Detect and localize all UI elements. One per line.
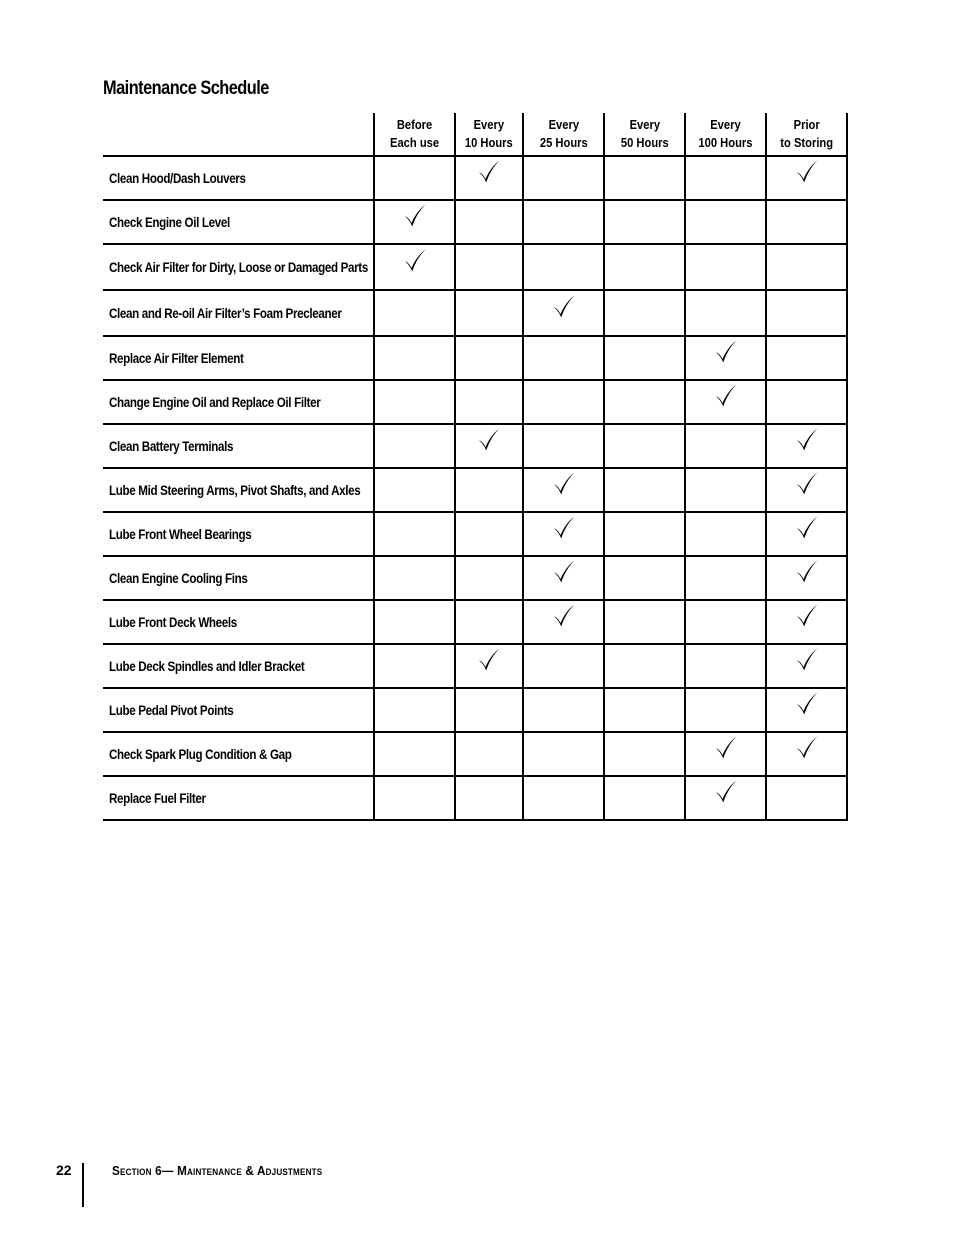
column-header-every-50-hours: Every 50 Hours bbox=[604, 113, 685, 156]
task-cell bbox=[103, 688, 374, 732]
schedule-cell bbox=[766, 156, 847, 200]
checkmark-icon bbox=[551, 471, 577, 497]
task-cell bbox=[103, 468, 374, 512]
schedule-cell bbox=[374, 336, 455, 380]
task-cell bbox=[103, 290, 374, 336]
table-row bbox=[103, 424, 847, 468]
schedule-cell bbox=[523, 244, 604, 290]
schedule-cell bbox=[685, 468, 766, 512]
schedule-cell bbox=[374, 776, 455, 820]
task-label: Lube Deck Spindles and Idler Bracket bbox=[109, 658, 305, 674]
schedule-cell bbox=[523, 556, 604, 600]
column-header-every-25-hours: Every 25 Hours bbox=[523, 113, 604, 156]
table-row bbox=[103, 512, 847, 556]
schedule-body bbox=[103, 156, 847, 820]
schedule-cell bbox=[523, 156, 604, 200]
schedule-cell bbox=[374, 290, 455, 336]
schedule-cell bbox=[604, 380, 685, 424]
schedule-cell bbox=[455, 732, 523, 776]
schedule-cell bbox=[374, 600, 455, 644]
table-row bbox=[103, 600, 847, 644]
schedule-cell bbox=[766, 468, 847, 512]
column-header-prior-to-storing: Prior to Storing bbox=[766, 113, 847, 156]
checkmark-icon bbox=[476, 159, 502, 185]
schedule-cell bbox=[523, 776, 604, 820]
checkmark-icon bbox=[794, 471, 820, 497]
schedule-cell bbox=[455, 468, 523, 512]
schedule-cell bbox=[523, 380, 604, 424]
checkmark-icon bbox=[794, 691, 820, 717]
schedule-cell bbox=[455, 644, 523, 688]
schedule-cell bbox=[766, 290, 847, 336]
task-label: Lube Front Wheel Bearings bbox=[109, 526, 252, 542]
column-header-every-100-hours: Every 100 Hours bbox=[685, 113, 766, 156]
schedule-cell bbox=[766, 244, 847, 290]
schedule-cell bbox=[455, 600, 523, 644]
schedule-cell bbox=[685, 424, 766, 468]
schedule-cell bbox=[685, 200, 766, 244]
checkmark-icon bbox=[551, 559, 577, 585]
schedule-cell bbox=[523, 688, 604, 732]
schedule-cell bbox=[604, 512, 685, 556]
schedule-cell bbox=[523, 732, 604, 776]
schedule-cell bbox=[604, 644, 685, 688]
checkmark-icon bbox=[794, 515, 820, 541]
schedule-cell bbox=[685, 156, 766, 200]
task-cell bbox=[103, 244, 374, 290]
checkmark-icon bbox=[476, 427, 502, 453]
schedule-cell bbox=[455, 156, 523, 200]
schedule-cell bbox=[766, 512, 847, 556]
schedule-cell bbox=[455, 424, 523, 468]
checkmark-icon bbox=[476, 647, 502, 673]
checkmark-icon bbox=[794, 559, 820, 585]
schedule-cell bbox=[374, 380, 455, 424]
schedule-cell bbox=[685, 290, 766, 336]
header-row bbox=[103, 113, 847, 156]
schedule-cell bbox=[523, 600, 604, 644]
table-row bbox=[103, 336, 847, 380]
task-label: Clean Engine Cooling Fins bbox=[109, 570, 248, 586]
schedule-cell bbox=[523, 512, 604, 556]
table-row bbox=[103, 244, 847, 290]
checkmark-icon bbox=[402, 248, 428, 274]
schedule-cell bbox=[374, 200, 455, 244]
schedule-cell bbox=[604, 290, 685, 336]
table-row bbox=[103, 156, 847, 200]
checkmark-icon bbox=[794, 603, 820, 629]
task-cell bbox=[103, 556, 374, 600]
task-label: Replace Air Filter Element bbox=[109, 350, 244, 366]
schedule-cell bbox=[374, 688, 455, 732]
schedule-cell bbox=[374, 244, 455, 290]
schedule-cell bbox=[604, 244, 685, 290]
checkmark-icon bbox=[794, 427, 820, 453]
column-header-every-10-hours: Every 10 Hours bbox=[455, 113, 523, 156]
schedule-cell bbox=[604, 556, 685, 600]
footer-divider bbox=[82, 1163, 84, 1207]
schedule-cell bbox=[374, 424, 455, 468]
table-row bbox=[103, 468, 847, 512]
schedule-cell bbox=[455, 244, 523, 290]
task-label: Check Engine Oil Level bbox=[109, 214, 230, 230]
schedule-cell bbox=[685, 644, 766, 688]
column-header-before-each-use: Before Each use bbox=[374, 113, 455, 156]
table-row bbox=[103, 732, 847, 776]
schedule-cell bbox=[604, 424, 685, 468]
task-label: Replace Fuel Filter bbox=[109, 790, 206, 806]
task-label: Clean and Re-oil Air Filter’s Foam Precleaner bbox=[109, 305, 342, 321]
schedule-cell bbox=[766, 644, 847, 688]
task-cell bbox=[103, 600, 374, 644]
task-label: Check Air Filter for Dirty, Loose or Damaged Parts bbox=[109, 259, 368, 275]
schedule-cell bbox=[766, 776, 847, 820]
schedule-cell bbox=[374, 732, 455, 776]
schedule-cell bbox=[523, 424, 604, 468]
header-corner bbox=[103, 113, 374, 156]
checkmark-icon bbox=[551, 515, 577, 541]
schedule-cell bbox=[604, 688, 685, 732]
page-number: 22 bbox=[56, 1162, 72, 1178]
schedule-cell bbox=[455, 776, 523, 820]
schedule-cell bbox=[685, 688, 766, 732]
table-row bbox=[103, 200, 847, 244]
schedule-cell bbox=[455, 556, 523, 600]
schedule-cell bbox=[523, 468, 604, 512]
checkmark-icon bbox=[402, 203, 428, 229]
schedule-cell bbox=[766, 732, 847, 776]
schedule-cell bbox=[604, 468, 685, 512]
task-cell bbox=[103, 776, 374, 820]
schedule-cell bbox=[455, 200, 523, 244]
schedule-cell bbox=[685, 336, 766, 380]
section-title: Section 6— Maintenance & Adjustments bbox=[112, 1163, 323, 1178]
task-cell bbox=[103, 644, 374, 688]
schedule-cell bbox=[604, 600, 685, 644]
schedule-cell bbox=[455, 688, 523, 732]
schedule-cell bbox=[766, 556, 847, 600]
task-cell bbox=[103, 156, 374, 200]
schedule-cell bbox=[685, 732, 766, 776]
task-label: Lube Front Deck Wheels bbox=[109, 614, 237, 630]
task-cell bbox=[103, 336, 374, 380]
task-label: Clean Battery Terminals bbox=[109, 438, 234, 454]
checkmark-icon bbox=[713, 383, 739, 409]
task-cell bbox=[103, 512, 374, 556]
schedule-cell bbox=[604, 336, 685, 380]
table-row bbox=[103, 556, 847, 600]
table-row bbox=[103, 688, 847, 732]
schedule-cell bbox=[455, 512, 523, 556]
maintenance-schedule-table bbox=[103, 113, 848, 821]
checkmark-icon bbox=[551, 294, 577, 320]
schedule-cell bbox=[523, 336, 604, 380]
schedule-cell bbox=[685, 380, 766, 424]
page-title: Maintenance Schedule bbox=[103, 78, 269, 99]
schedule-cell bbox=[685, 244, 766, 290]
schedule-cell bbox=[604, 156, 685, 200]
table-row bbox=[103, 290, 847, 336]
schedule-cell bbox=[374, 644, 455, 688]
checkmark-icon bbox=[794, 735, 820, 761]
schedule-cell bbox=[374, 512, 455, 556]
schedule-cell bbox=[374, 556, 455, 600]
table-row bbox=[103, 644, 847, 688]
task-label: Lube Pedal Pivot Points bbox=[109, 702, 234, 718]
checkmark-icon bbox=[794, 647, 820, 673]
checkmark-icon bbox=[713, 779, 739, 805]
task-label: Change Engine Oil and Replace Oil Filter bbox=[109, 394, 321, 410]
table-row bbox=[103, 380, 847, 424]
task-cell bbox=[103, 200, 374, 244]
schedule-cell bbox=[766, 688, 847, 732]
schedule-cell bbox=[455, 290, 523, 336]
schedule-cell bbox=[455, 380, 523, 424]
schedule-cell bbox=[523, 290, 604, 336]
checkmark-icon bbox=[794, 159, 820, 185]
task-label: Lube Mid Steering Arms, Pivot Shafts, and Axles bbox=[109, 482, 361, 498]
schedule-cell bbox=[766, 336, 847, 380]
schedule-cell bbox=[523, 644, 604, 688]
task-label: Clean Hood/Dash Louvers bbox=[109, 170, 246, 186]
schedule-cell bbox=[685, 556, 766, 600]
checkmark-icon bbox=[551, 603, 577, 629]
schedule-cell bbox=[685, 776, 766, 820]
schedule-cell bbox=[374, 468, 455, 512]
schedule-cell bbox=[685, 600, 766, 644]
schedule-cell bbox=[685, 512, 766, 556]
schedule-cell bbox=[766, 200, 847, 244]
schedule-cell bbox=[604, 200, 685, 244]
schedule-cell bbox=[766, 424, 847, 468]
schedule-cell bbox=[604, 776, 685, 820]
schedule-cell bbox=[604, 732, 685, 776]
checkmark-icon bbox=[713, 735, 739, 761]
schedule-cell bbox=[455, 336, 523, 380]
task-cell bbox=[103, 380, 374, 424]
schedule-cell bbox=[523, 200, 604, 244]
table-row bbox=[103, 776, 847, 820]
schedule-cell bbox=[766, 600, 847, 644]
schedule-cell bbox=[766, 380, 847, 424]
schedule-cell bbox=[374, 156, 455, 200]
task-label: Check Spark Plug Condition & Gap bbox=[109, 746, 292, 762]
checkmark-icon bbox=[713, 339, 739, 365]
task-cell bbox=[103, 424, 374, 468]
task-cell bbox=[103, 732, 374, 776]
